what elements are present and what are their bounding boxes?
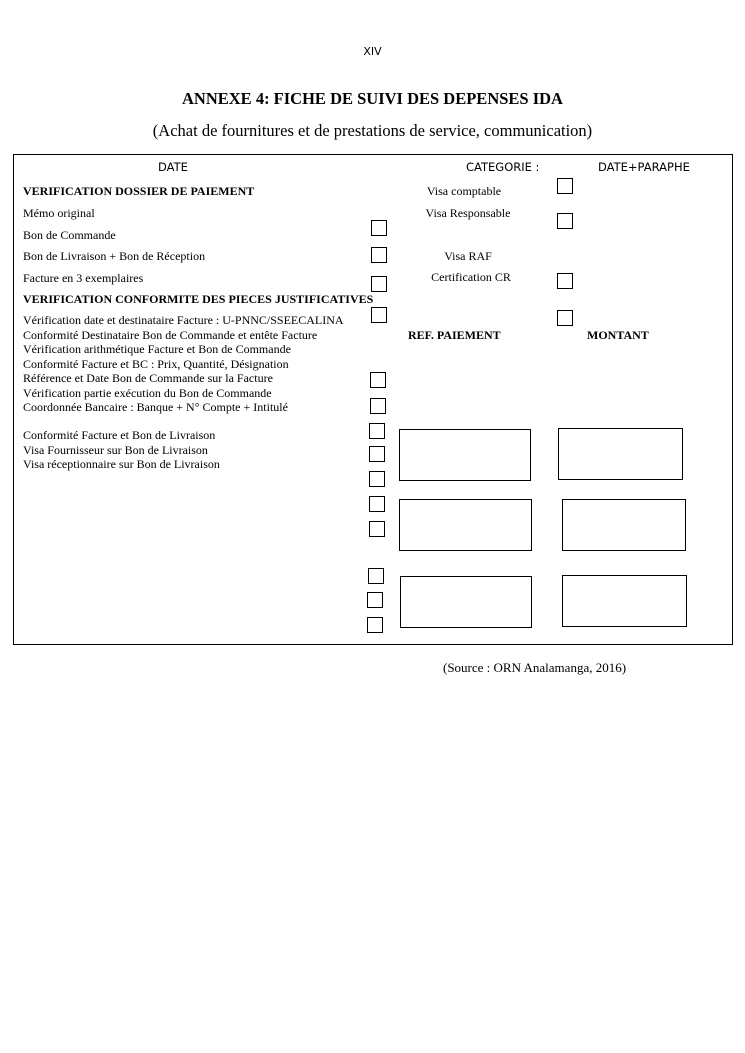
checkbox[interactable] [557,178,573,194]
checkbox[interactable] [557,213,573,229]
ref-paiement-header: REF. PAIEMENT [408,328,501,342]
section2-item: Conformité Facture et Bon de Livraison [23,428,216,442]
section2-item: Coordonnée Bancaire : Banque + N° Compte + Intitulé [23,400,288,414]
source-note: (Source : ORN Analamanga, 2016) [443,660,627,675]
ref-paiement-box[interactable] [399,429,531,481]
header-categorie: CATEGORIE : [466,160,540,174]
checkbox[interactable] [369,496,385,512]
ref-paiement-box[interactable] [400,576,532,628]
section2-item: Vérification date et destinataire Facture : U-PNNC/SSEECALINA [23,313,344,327]
visa-responsable: Visa Responsable [425,206,511,220]
checkbox[interactable] [557,310,573,326]
section1-item: Bon de Commande [23,228,116,242]
visa-comptable: Visa comptable [426,184,502,198]
checkbox[interactable] [369,423,385,439]
checkbox[interactable] [371,276,387,292]
checkbox[interactable] [371,220,387,236]
section2-item: Conformité Facture et BC : Prix, Quantité, Désignation [23,357,289,371]
ref-paiement-box[interactable] [399,499,532,551]
montant-box[interactable] [562,499,686,551]
section2-item: Vérification arithmétique Facture et Bon de Commande [23,342,291,356]
header-date-paraphe: DATE+PARAPHE [598,160,690,174]
checkbox[interactable] [369,471,385,487]
montant-box[interactable] [558,428,683,480]
page-number: XIV [363,45,382,58]
section2-item: Visa Fournisseur sur Bon de Livraison [23,443,208,457]
montant-header: MONTANT [587,328,649,342]
montant-box[interactable] [562,575,687,627]
section2-item: Conformité Destinataire Bon de Commande et entête Facture [23,328,318,342]
checkbox[interactable] [557,273,573,289]
checkbox[interactable] [371,307,387,323]
checkbox[interactable] [369,521,385,537]
section1-item: Facture en 3 exemplaires [23,271,144,285]
section1-item: Mémo original [23,206,95,220]
page-subtitle: (Achat de fournitures et de prestations de service, communication) [152,121,593,140]
section2-item: Vérification partie exécution du Bon de Commande [23,386,272,400]
checkbox[interactable] [367,617,383,633]
checkbox[interactable] [368,568,384,584]
certification-cr: Certification CR [431,270,511,284]
visa-raf: Visa RAF [444,249,492,263]
checkbox[interactable] [369,446,385,462]
section2-title: VERIFICATION CONFORMITE DES PIECES JUSTIFICATIVES [23,292,374,306]
page-title: ANNEXE 4: FICHE DE SUIVI DES DEPENSES IDA [182,89,563,108]
section2-item: Référence et Date Bon de Commande sur la Facture [23,371,273,385]
section1-title: VERIFICATION DOSSIER DE PAIEMENT [23,184,255,198]
section1-item: Bon de Livraison + Bon de Réception [23,249,206,263]
checkbox[interactable] [370,372,386,388]
checkbox[interactable] [371,247,387,263]
checkbox[interactable] [370,398,386,414]
header-date: DATE [158,160,188,174]
checkbox[interactable] [367,592,383,608]
section2-item: Visa réceptionnaire sur Bon de Livraison [23,457,220,471]
